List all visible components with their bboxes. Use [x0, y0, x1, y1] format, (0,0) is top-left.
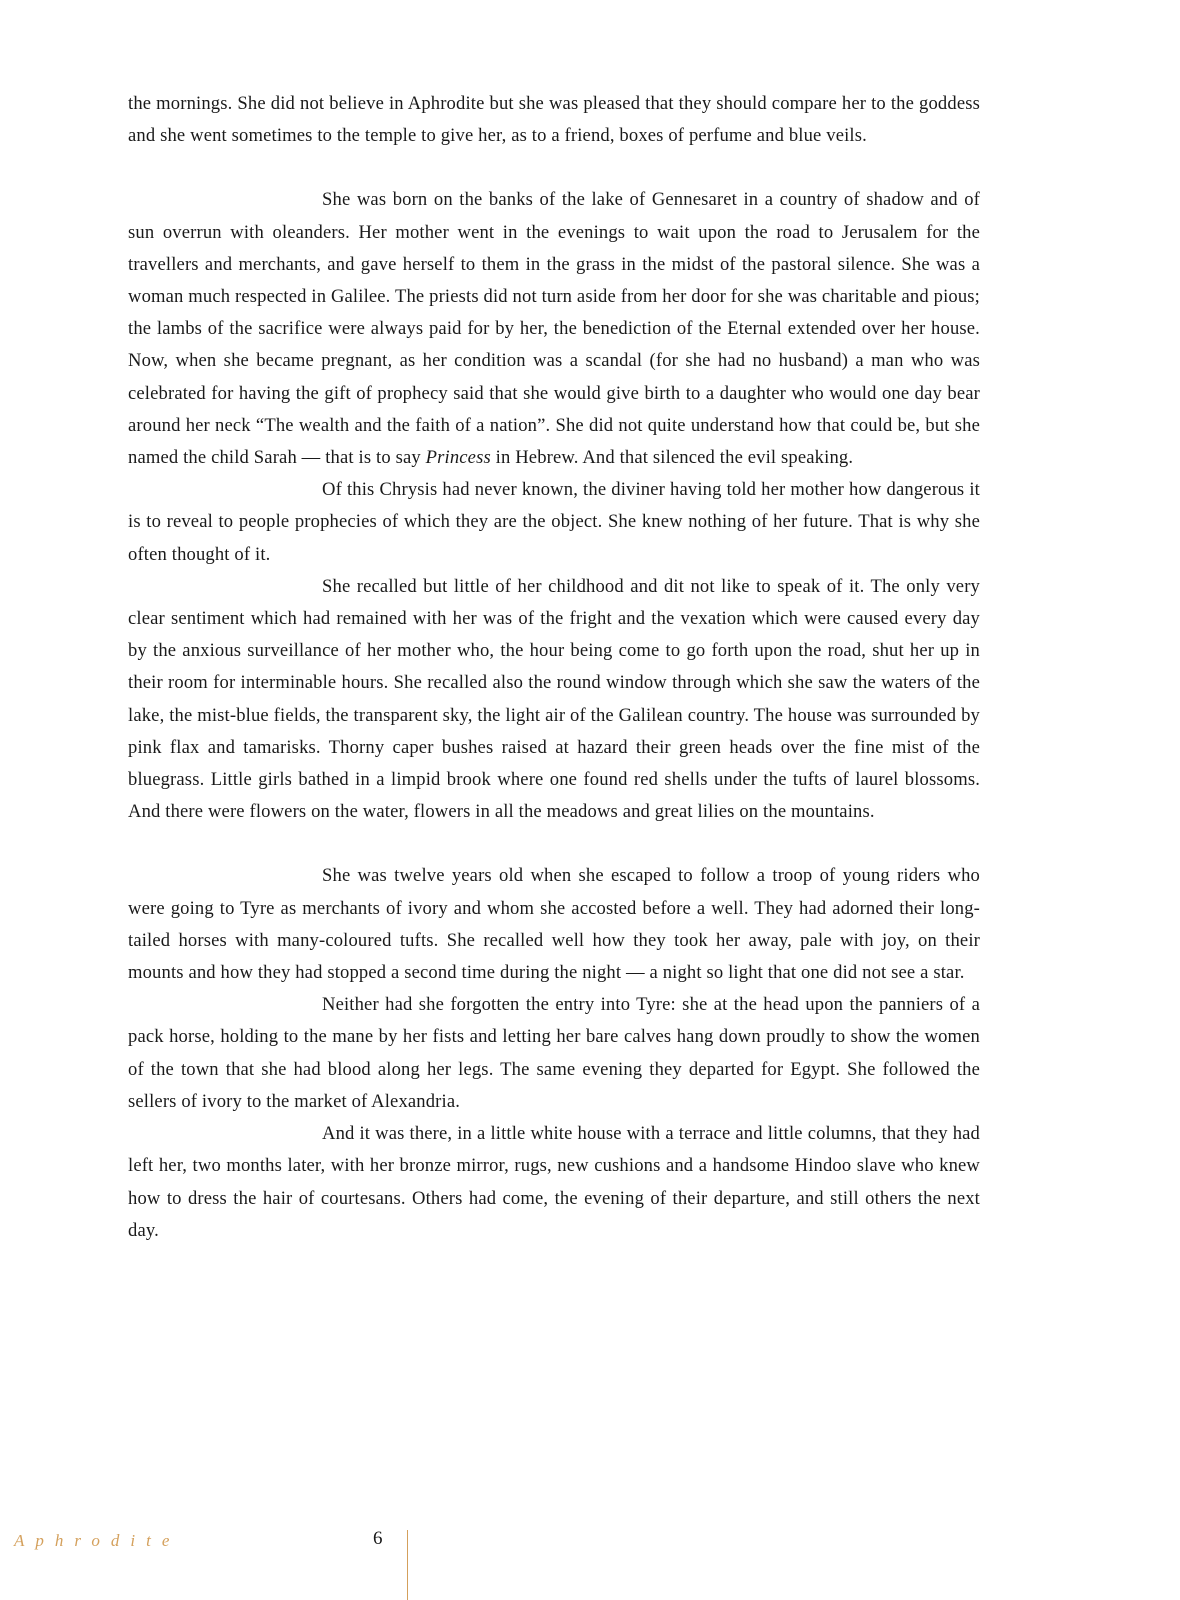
paragraph-3: Of this Chrysis had never known, the diviner having told her mother how dangerous it is to reveal to people prophecies of which they are the object. She knew nothing of her future. That is why she often thought of it. — [128, 479, 980, 565]
paragraph-2 — [128, 184, 980, 474]
paragraph-1: the mornings. She did not believe in Aphrodite but she was pleased that they should compare her to the goddess and she went sometimes to the temple to give her, as to a friend, boxes of perfume and blue veils. — [128, 93, 980, 147]
footer-divider — [407, 1530, 408, 1600]
page-body — [128, 88, 980, 1247]
running-title: Aphrodite — [14, 1531, 181, 1550]
paragraph-4: She recalled but little of her childhood and dit not like to speak of it. The only very clear sentiment which had remained with her was of the fright and the vexation which were caused every day by the anxious surveillance of her mother who, the hour being come to go forth upon the road, shut her up in their room for interminable hours. She recalled also the round window through which she saw the waters of the lake, the mist-blue fields, the transparent sky, the light air of the Galilean country. The house was surrounded by pink flax and tamarisks. Thorny caper bushes raised at hazard their green heads over the fine mist of the bluegrass. Little girls bathed in a limpid brook where one found red shells under the tufts of laurel blossoms. And there were flowers on the water, flowers in all the meadows and great lilies on the mountains. — [128, 575, 980, 823]
paragraph-5: She was twelve years old when she escaped to follow a troop of young riders who were going to Tyre as merchants of ivory and whom she accosted before a well. They had adorned their long-tailed horses with many-coloured tufts. She recalled well how they took her away, pale with joy, on their mounts and how they had stopped a second time during the night — a night so light that one did not see a star. — [128, 865, 980, 984]
paragraph-2-text: She was born on the banks of the lake of Gennesaret in a country of shadow and of sun overrun with oleanders. Her mother went in the evenings to wait upon the road to Jerusalem for the travellers and merchants, and gave herself to them in the grass in the midst of the pastoral silence. She was a woman much respected in Galilee. The priests did not turn aside from her door for she was charitable and pious; the lambs of the sacrifice were always paid for by her, the benediction of the Eternal extended over her house. Now, when she became pregnant, as her condition was a scandal (for she had no husband) a man who was celebrated for having the gift of prophecy said that she would give birth to a daughter who would one day bear around her neck “The wealth and the faith of a nation”. She did not quite understand how that could be, but she named the child Sarah — that is to say — [128, 189, 980, 469]
paragraph-2-tail: in Hebrew. And that silenced the evil speaking. — [490, 447, 854, 469]
paragraph-6: Neither had she forgotten the entry into Tyre: she at the head upon the panniers of a pack horse, holding to the mane by her fists and letting her bare calves hang down proudly to show the women of the town that she had blood along her legs. The same evening they departed for Egypt. She followed the sellers of ivory to the market of Alexandria. — [128, 994, 980, 1112]
paragraph-7: And it was there, in a little white house with a terrace and little columns, that they had left her, two months later, with her bronze mirror, rugs, new cushions and a handsome Hindoo slave who knew how to dress the hair of courtesans. Others had come, the evening of their departure, and still others the next day. — [128, 1123, 980, 1241]
page-number: 6 — [373, 1528, 383, 1549]
paragraph-2-italic-word: Princess — [425, 447, 491, 469]
